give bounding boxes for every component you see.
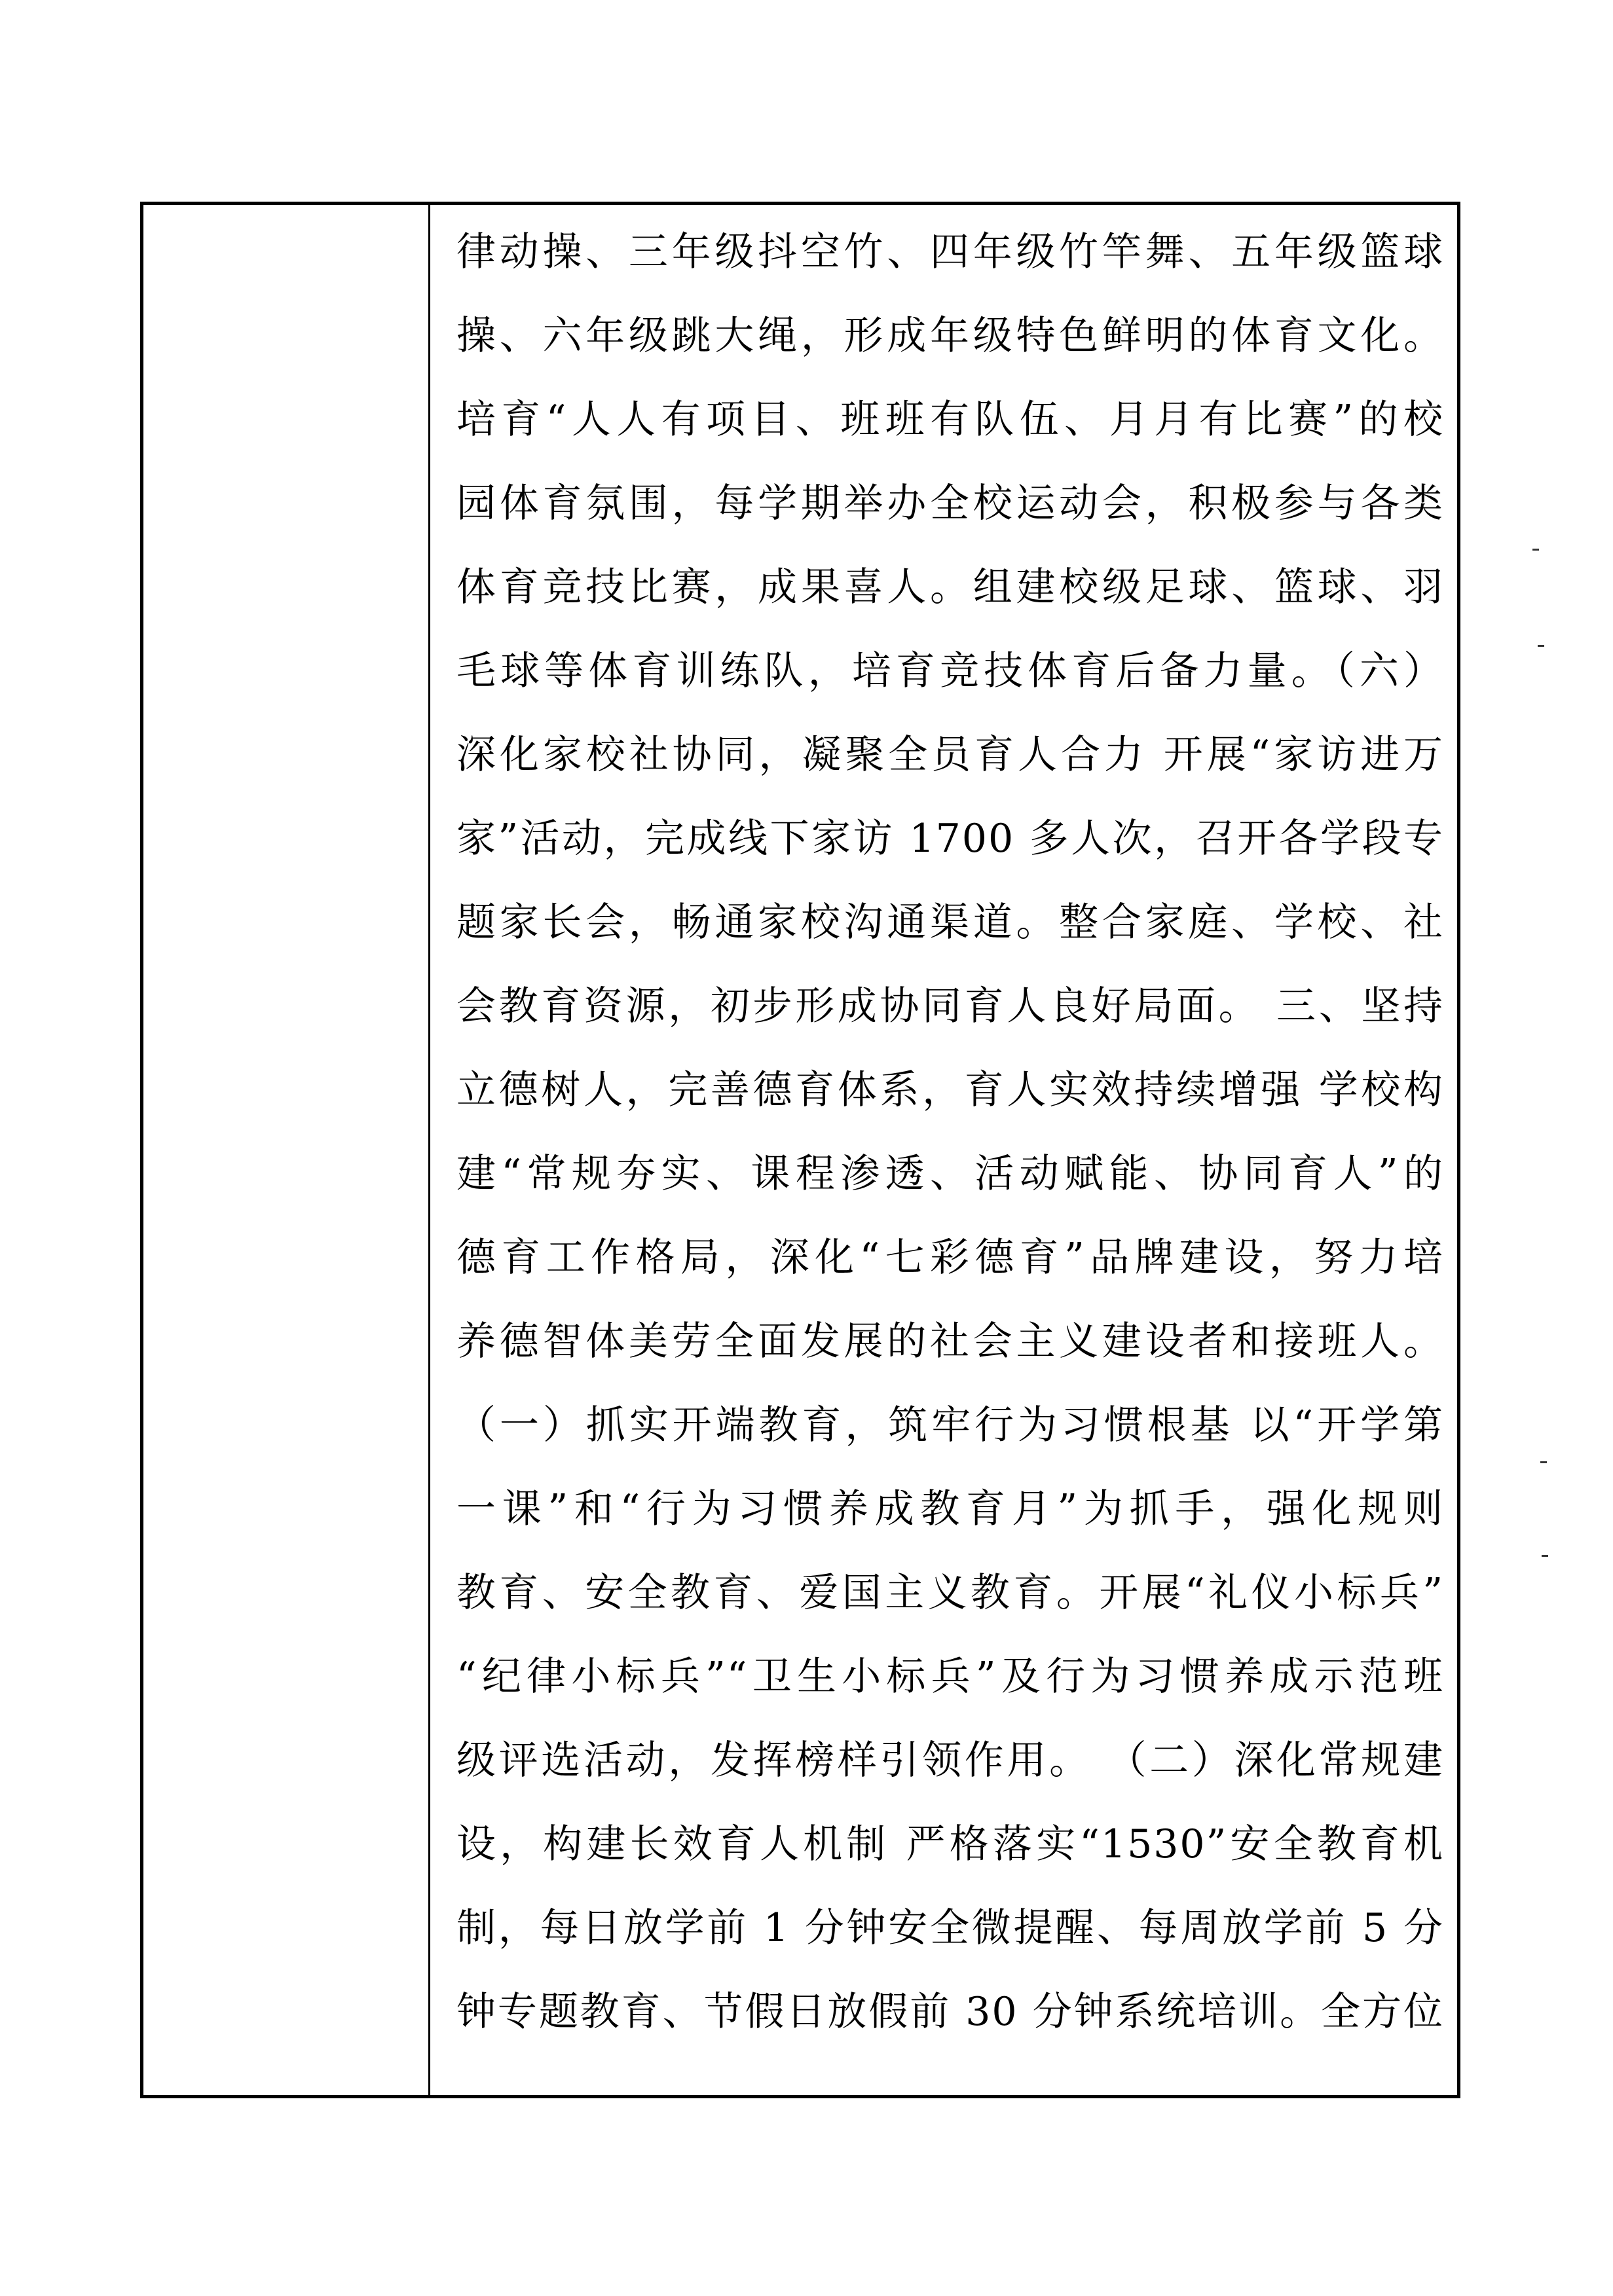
left-label-cell — [143, 205, 430, 2095]
text-line: 会教育资源，初步形成协同育人良好局面。 三、坚持 — [456, 983, 1444, 1029]
text-line: 立德树人，完善德育体系，育人实效持续增强 学校构 — [456, 1067, 1444, 1113]
text-line: 操、六年级跳大绳，形成年级特色鲜明的体育文化。 — [456, 313, 1444, 359]
text-line: 建“常规夯实、课程渗透、活动赋能、协同育人”的 — [456, 1151, 1444, 1197]
text-line: 养德智体美劳全面发展的社会主义建设者和接班人。 — [456, 1319, 1444, 1364]
text-line: 钟专题教育、节假日放假前 30 分钟系统培训。全方位 — [456, 1989, 1444, 2035]
scan-speck — [1532, 549, 1539, 551]
text-line: 园体育氛围，每学期举办全校运动会，积极参与各类 — [456, 481, 1444, 526]
scan-speck — [1542, 1555, 1548, 1557]
right-content-cell — [430, 205, 1457, 2095]
text-line: 题家长会，畅通家校沟通渠道。整合家庭、学校、社 — [456, 900, 1444, 945]
content-table — [140, 202, 1460, 2098]
text-line: 教育、安全教育、爱国主义教育。开展“礼仪小标兵” — [456, 1570, 1444, 1616]
text-line: （一）抓实开端教育，筑牢行为习惯根基 以“开学第 — [456, 1402, 1444, 1448]
text-line: 级评选活动，发挥榜样引领作用。 （二）深化常规建 — [456, 1738, 1444, 1783]
text-line: 制，每日放学前 1 分钟安全微提醒、每周放学前 5 分 — [456, 1905, 1444, 1951]
text-line: 毛球等体育训练队，培育竞技体育后备力量。（六） — [456, 648, 1444, 694]
text-line: 深化家校社协同，凝聚全员育人合力 开展“家访进万 — [456, 732, 1444, 778]
text-line: 体育竞技比赛，成果喜人。组建校级足球、篮球、羽 — [456, 564, 1444, 610]
text-line: 律动操、三年级抖空竹、四年级竹竿舞、五年级篮球 — [456, 229, 1444, 275]
text-line: 设，构建长效育人机制 严格落实“1530”安全教育机 — [456, 1821, 1444, 1867]
scan-speck — [1540, 1461, 1547, 1463]
text-line: 培育“人人有项目、班班有队伍、月月有比赛”的校 — [456, 397, 1444, 443]
text-line: 一课”和“行为习惯养成教育月”为抓手，强化规则 — [456, 1486, 1444, 1532]
scan-speck — [1538, 645, 1544, 647]
text-line: 德育工作格局，深化“七彩德育”品牌建设，努力培 — [456, 1235, 1444, 1281]
text-line: “纪律小标兵”“卫生小标兵”及行为习惯养成示范班 — [456, 1654, 1444, 1700]
text-line: 家”活动，完成线下家访 1700 多人次，召开各学段专 — [456, 816, 1444, 862]
